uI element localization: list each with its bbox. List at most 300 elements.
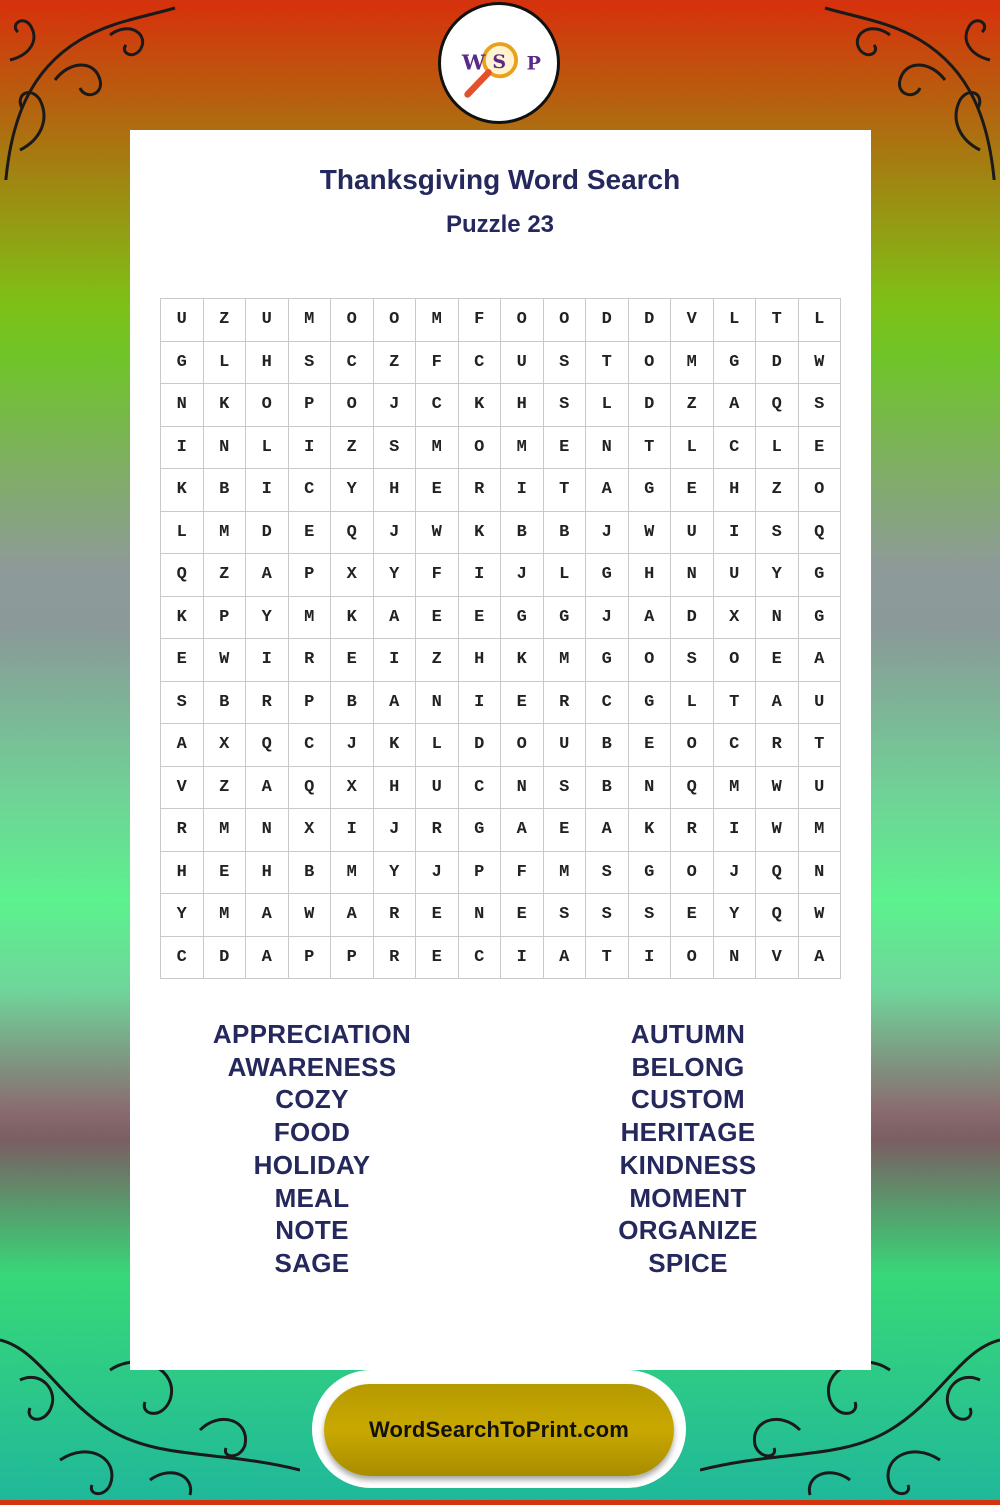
grid-cell[interactable]: U	[543, 724, 586, 767]
grid-cell[interactable]: A	[756, 681, 799, 724]
grid-cell[interactable]: Z	[373, 341, 416, 384]
grid-cell[interactable]: T	[586, 936, 629, 979]
grid-cell[interactable]: H	[628, 554, 671, 597]
grid-row	[161, 299, 841, 342]
grid-cell[interactable]: G	[586, 639, 629, 682]
grid-cell[interactable]: J	[331, 724, 374, 767]
grid-cell[interactable]: L	[798, 299, 841, 342]
grid-cell[interactable]: J	[586, 596, 629, 639]
grid-cell[interactable]: H	[501, 384, 544, 427]
grid-cell[interactable]: Q	[756, 851, 799, 894]
grid-cell[interactable]: Q	[331, 511, 374, 554]
grid-cell[interactable]: A	[373, 681, 416, 724]
grid-cell[interactable]: A	[246, 766, 289, 809]
grid-cell[interactable]: I	[501, 469, 544, 512]
grid-cell[interactable]: C	[713, 426, 756, 469]
grid-cell[interactable]: R	[246, 681, 289, 724]
grid-cell[interactable]: Z	[416, 639, 459, 682]
grid-cell[interactable]: E	[543, 809, 586, 852]
grid-cell[interactable]: N	[586, 426, 629, 469]
grid-cell[interactable]: S	[373, 426, 416, 469]
grid-cell[interactable]: P	[288, 554, 331, 597]
grid-cell[interactable]: M	[288, 596, 331, 639]
grid-cell[interactable]: I	[713, 511, 756, 554]
grid-cell[interactable]: A	[501, 809, 544, 852]
word-list-right	[538, 1018, 838, 1280]
grid-cell[interactable]: E	[543, 426, 586, 469]
grid-cell[interactable]: R	[543, 681, 586, 724]
grid-cell[interactable]: K	[203, 384, 246, 427]
grid-cell[interactable]: Z	[756, 469, 799, 512]
grid-cell[interactable]: E	[671, 894, 714, 937]
puzzle-number: Puzzle 23	[445, 211, 555, 238]
grid-cell[interactable]: U	[246, 299, 289, 342]
grid-cell[interactable]: P	[288, 936, 331, 979]
grid-cell[interactable]: Z	[331, 426, 374, 469]
grid-cell[interactable]: T	[798, 724, 841, 767]
grid-cell[interactable]: H	[373, 469, 416, 512]
grid-cell[interactable]: M	[203, 809, 246, 852]
grid-cell[interactable]: E	[331, 639, 374, 682]
grid-cell[interactable]: A	[246, 894, 289, 937]
grid-cell[interactable]: G	[586, 554, 629, 597]
word-list-item: HOLIDAY	[253, 1149, 371, 1180]
grid-cell[interactable]: L	[713, 299, 756, 342]
grid-cell[interactable]: O	[246, 384, 289, 427]
grid-cell[interactable]: E	[203, 851, 246, 894]
grid-cell[interactable]: T	[756, 299, 799, 342]
grid-cell[interactable]: U	[416, 766, 459, 809]
grid-cell[interactable]: S	[671, 639, 714, 682]
grid-cell[interactable]: L	[586, 384, 629, 427]
grid-cell[interactable]: N	[671, 554, 714, 597]
grid-cell[interactable]: K	[331, 596, 374, 639]
grid-cell[interactable]: B	[543, 511, 586, 554]
grid-cell[interactable]: D	[671, 596, 714, 639]
grid-row	[161, 851, 841, 894]
grid-cell[interactable]: M	[203, 894, 246, 937]
grid-cell[interactable]: O	[331, 299, 374, 342]
word-list-item: SAGE	[274, 1247, 350, 1278]
grid-cell[interactable]: Y	[246, 596, 289, 639]
page-title: Thanksgiving Word Search	[319, 164, 681, 195]
grid-cell[interactable]: T	[628, 426, 671, 469]
word-list-left	[162, 1018, 462, 1280]
grid-cell[interactable]: J	[416, 851, 459, 894]
logo-letter-w: W	[461, 49, 486, 75]
grid-cell[interactable]: E	[161, 639, 204, 682]
grid-cell[interactable]: X	[203, 724, 246, 767]
grid-cell[interactable]: K	[161, 469, 204, 512]
grid-cell[interactable]: M	[288, 299, 331, 342]
word-list-item: COZY	[275, 1084, 349, 1115]
grid-cell[interactable]: J	[373, 384, 416, 427]
grid-cell[interactable]: F	[416, 341, 459, 384]
logo-letter-p: P	[526, 52, 541, 75]
grid-cell[interactable]: K	[458, 384, 501, 427]
grid-cell[interactable]: Q	[798, 511, 841, 554]
grid-cell[interactable]: J	[713, 851, 756, 894]
grid-cell[interactable]: I	[373, 639, 416, 682]
grid-cell[interactable]: N	[501, 766, 544, 809]
grid-cell[interactable]: I	[458, 554, 501, 597]
grid-cell[interactable]: X	[288, 809, 331, 852]
grid-cell[interactable]: P	[288, 384, 331, 427]
grid-cell[interactable]: G	[501, 596, 544, 639]
grid-cell[interactable]: R	[373, 936, 416, 979]
grid-cell[interactable]: W	[203, 639, 246, 682]
grid-cell[interactable]: Q	[756, 384, 799, 427]
grid-cell[interactable]: G	[713, 341, 756, 384]
grid-cell[interactable]: R	[288, 639, 331, 682]
grid-cell[interactable]: M	[501, 426, 544, 469]
grid-cell[interactable]: A	[161, 724, 204, 767]
grid-cell[interactable]: Q	[246, 724, 289, 767]
word-list-item: MOMENT	[629, 1182, 747, 1213]
grid-cell[interactable]: D	[246, 511, 289, 554]
grid-cell[interactable]: E	[501, 681, 544, 724]
wsp-logo[interactable]	[438, 2, 560, 124]
grid-cell[interactable]: H	[713, 469, 756, 512]
grid-cell[interactable]: I	[501, 936, 544, 979]
word-list-item: ORGANIZE	[618, 1215, 758, 1246]
grid-cell[interactable]: Q	[288, 766, 331, 809]
grid-row	[161, 639, 841, 682]
grid-cell[interactable]: P	[203, 596, 246, 639]
grid-cell[interactable]: A	[586, 809, 629, 852]
grid-cell[interactable]: W	[798, 894, 841, 937]
grid-cell[interactable]: U	[671, 511, 714, 554]
grid-cell[interactable]: O	[543, 299, 586, 342]
grid-cell[interactable]: I	[246, 639, 289, 682]
grid-cell[interactable]: E	[416, 469, 459, 512]
grid-cell[interactable]: A	[798, 936, 841, 979]
grid-cell[interactable]: E	[458, 596, 501, 639]
grid-cell[interactable]: N	[458, 894, 501, 937]
grid-cell[interactable]: X	[713, 596, 756, 639]
grid-cell[interactable]: Z	[671, 384, 714, 427]
word-list-item: NOTE	[275, 1215, 349, 1246]
grid-cell[interactable]: Y	[161, 894, 204, 937]
grid-cell[interactable]: W	[756, 766, 799, 809]
grid-cell[interactable]: T	[543, 469, 586, 512]
grid-cell[interactable]: M	[543, 639, 586, 682]
grid-cell[interactable]: U	[161, 299, 204, 342]
grid-cell[interactable]: I	[331, 809, 374, 852]
word-list-item: MEAL	[274, 1182, 350, 1213]
grid-cell[interactable]: C	[331, 341, 374, 384]
grid-cell[interactable]: U	[501, 341, 544, 384]
grid-cell[interactable]: I	[161, 426, 204, 469]
grid-cell[interactable]: M	[331, 851, 374, 894]
grid-cell[interactable]: L	[416, 724, 459, 767]
grid-cell[interactable]: A	[798, 639, 841, 682]
grid-cell[interactable]: N	[161, 384, 204, 427]
grid-cell[interactable]: M	[416, 299, 459, 342]
grid-cell[interactable]: D	[628, 384, 671, 427]
grid-cell[interactable]: B	[586, 724, 629, 767]
grid-cell[interactable]: W	[416, 511, 459, 554]
grid-cell[interactable]: A	[586, 469, 629, 512]
grid-row	[161, 894, 841, 937]
word-list-item: SPICE	[648, 1247, 728, 1278]
grid-cell[interactable]: G	[628, 681, 671, 724]
grid-cell[interactable]: N	[628, 766, 671, 809]
grid-cell[interactable]: S	[543, 766, 586, 809]
grid-cell[interactable]: E	[288, 511, 331, 554]
grid-cell[interactable]: O	[713, 639, 756, 682]
grid-cell[interactable]: F	[501, 851, 544, 894]
grid-cell[interactable]: C	[586, 681, 629, 724]
grid-cell[interactable]: P	[331, 936, 374, 979]
grid-cell[interactable]: C	[713, 724, 756, 767]
grid-cell[interactable]: R	[373, 894, 416, 937]
grid-cell[interactable]: A	[628, 596, 671, 639]
grid-cell[interactable]: J	[586, 511, 629, 554]
grid-row	[161, 681, 841, 724]
grid-cell[interactable]: V	[756, 936, 799, 979]
grid-cell[interactable]: Q	[161, 554, 204, 597]
logo-letter-s: S	[492, 50, 507, 73]
grid-cell[interactable]: Y	[713, 894, 756, 937]
grid-cell[interactable]: U	[798, 766, 841, 809]
grid-cell[interactable]: H	[373, 766, 416, 809]
grid-cell[interactable]: N	[798, 851, 841, 894]
grid-cell[interactable]: S	[543, 341, 586, 384]
grid-cell[interactable]: V	[671, 299, 714, 342]
grid-cell[interactable]: G	[628, 469, 671, 512]
grid-cell[interactable]: I	[628, 936, 671, 979]
grid-cell[interactable]: Z	[203, 766, 246, 809]
grid-cell[interactable]: F	[416, 554, 459, 597]
grid-cell[interactable]: K	[373, 724, 416, 767]
word-list-item: APPRECIATION	[212, 1019, 412, 1049]
grid-cell[interactable]: J	[373, 809, 416, 852]
grid-cell[interactable]: H	[246, 851, 289, 894]
grid-cell[interactable]: L	[671, 681, 714, 724]
grid-cell[interactable]: B	[203, 469, 246, 512]
word-list-item: BELONG	[631, 1051, 745, 1082]
grid-cell[interactable]: B	[586, 766, 629, 809]
grid-cell[interactable]: L	[671, 426, 714, 469]
grid-cell[interactable]: L	[756, 426, 799, 469]
grid-cell[interactable]: G	[458, 809, 501, 852]
grid-cell[interactable]: S	[756, 511, 799, 554]
grid-cell[interactable]: C	[458, 766, 501, 809]
grid-cell[interactable]: Z	[203, 554, 246, 597]
grid-cell[interactable]: E	[416, 936, 459, 979]
grid-cell[interactable]: Y	[756, 554, 799, 597]
grid-cell[interactable]: D	[628, 299, 671, 342]
grid-row	[161, 469, 841, 512]
word-list-item: FOOD	[273, 1117, 351, 1148]
grid-cell[interactable]: I	[246, 469, 289, 512]
grid-cell[interactable]: S	[288, 341, 331, 384]
grid-cell[interactable]: O	[671, 936, 714, 979]
grid-cell[interactable]: K	[458, 511, 501, 554]
grid-cell[interactable]: O	[373, 299, 416, 342]
grid-cell[interactable]: M	[798, 809, 841, 852]
grid-row	[161, 936, 841, 979]
grid-cell[interactable]: H	[246, 341, 289, 384]
grid-cell[interactable]: C	[161, 936, 204, 979]
grid-cell[interactable]: D	[458, 724, 501, 767]
grid-cell[interactable]: B	[501, 511, 544, 554]
grid-cell[interactable]: E	[671, 469, 714, 512]
grid-cell[interactable]: E	[756, 639, 799, 682]
grid-cell[interactable]: Y	[331, 469, 374, 512]
word-list-item: HERITAGE	[620, 1117, 756, 1148]
grid-cell[interactable]: Y	[373, 851, 416, 894]
grid-cell[interactable]: L	[203, 341, 246, 384]
grid-cell[interactable]: E	[798, 426, 841, 469]
grid-cell[interactable]: R	[416, 809, 459, 852]
grid-cell[interactable]: L	[543, 554, 586, 597]
grid-cell[interactable]: O	[501, 724, 544, 767]
grid-cell[interactable]: S	[798, 384, 841, 427]
grid-cell[interactable]: I	[458, 681, 501, 724]
grid-cell[interactable]: E	[416, 894, 459, 937]
grid-cell[interactable]: B	[203, 681, 246, 724]
grid-cell[interactable]: R	[161, 809, 204, 852]
grid-cell[interactable]: S	[628, 894, 671, 937]
grid-cell[interactable]: N	[246, 809, 289, 852]
grid-cell[interactable]: A	[543, 936, 586, 979]
word-list-item: AWARENESS	[227, 1051, 397, 1082]
grid-cell[interactable]: U	[798, 681, 841, 724]
grid-row	[161, 341, 841, 384]
grid-cell[interactable]: O	[331, 384, 374, 427]
grid-cell[interactable]: O	[798, 469, 841, 512]
grid-cell[interactable]: C	[416, 384, 459, 427]
grid-cell[interactable]: Q	[671, 766, 714, 809]
grid-cell[interactable]: P	[288, 681, 331, 724]
grid-cell[interactable]: L	[246, 426, 289, 469]
grid-cell[interactable]: H	[161, 851, 204, 894]
grid-cell[interactable]: D	[586, 299, 629, 342]
footer-pill	[312, 1370, 686, 1488]
footer-link-button[interactable]	[324, 1384, 674, 1476]
grid-cell[interactable]: C	[458, 341, 501, 384]
grid-row	[161, 426, 841, 469]
grid-cell[interactable]: T	[586, 341, 629, 384]
grid-cell[interactable]: X	[331, 766, 374, 809]
grid-cell[interactable]: K	[161, 596, 204, 639]
grid-cell[interactable]: M	[543, 851, 586, 894]
grid-cell[interactable]: D	[203, 936, 246, 979]
grid-cell[interactable]: H	[458, 639, 501, 682]
letter-grid	[160, 298, 841, 979]
grid-cell[interactable]: C	[288, 469, 331, 512]
grid-cell[interactable]: V	[161, 766, 204, 809]
grid-cell[interactable]: S	[161, 681, 204, 724]
word-list-item: CUSTOM	[631, 1084, 745, 1115]
grid-cell[interactable]: M	[416, 426, 459, 469]
grid-cell[interactable]: I	[713, 809, 756, 852]
grid-row	[161, 554, 841, 597]
grid-cell[interactable]: A	[246, 936, 289, 979]
grid-cell[interactable]: E	[628, 724, 671, 767]
grid-cell[interactable]: D	[756, 341, 799, 384]
grid-cell[interactable]: W	[628, 511, 671, 554]
grid-cell[interactable]: Z	[203, 299, 246, 342]
grid-cell[interactable]: G	[628, 851, 671, 894]
grid-cell[interactable]: A	[373, 596, 416, 639]
grid-cell[interactable]: O	[628, 639, 671, 682]
grid-cell[interactable]: N	[416, 681, 459, 724]
grid-cell[interactable]: A	[713, 384, 756, 427]
grid-cell[interactable]: J	[373, 511, 416, 554]
grid-cell[interactable]: R	[458, 469, 501, 512]
grid-cell[interactable]: O	[628, 341, 671, 384]
grid-cell[interactable]: N	[713, 936, 756, 979]
grid-cell[interactable]: L	[161, 511, 204, 554]
footer-website-text: WordSearchToPrint.com	[368, 1417, 630, 1442]
grid-row	[161, 511, 841, 554]
grid-cell[interactable]: I	[288, 426, 331, 469]
grid-cell[interactable]: M	[671, 341, 714, 384]
grid-cell[interactable]: O	[671, 724, 714, 767]
grid-cell[interactable]: W	[798, 341, 841, 384]
word-list-item: AUTUMN	[630, 1019, 746, 1049]
grid-cell[interactable]: B	[288, 851, 331, 894]
grid-cell[interactable]: O	[501, 299, 544, 342]
grid-cell[interactable]: B	[331, 681, 374, 724]
grid-row	[161, 766, 841, 809]
grid-cell[interactable]: A	[331, 894, 374, 937]
grid-cell[interactable]: W	[756, 809, 799, 852]
grid-cell[interactable]: O	[458, 426, 501, 469]
grid-cell[interactable]: S	[586, 851, 629, 894]
grid-cell[interactable]: Y	[373, 554, 416, 597]
grid-row	[161, 809, 841, 852]
grid-cell[interactable]: T	[713, 681, 756, 724]
grid-cell[interactable]: Q	[756, 894, 799, 937]
grid-cell[interactable]: C	[458, 936, 501, 979]
grid-cell[interactable]: E	[501, 894, 544, 937]
grid-cell[interactable]: J	[501, 554, 544, 597]
grid-cell[interactable]: A	[246, 554, 289, 597]
grid-row	[161, 384, 841, 427]
grid-cell[interactable]: G	[798, 596, 841, 639]
grid-cell[interactable]: O	[671, 851, 714, 894]
grid-cell[interactable]: U	[713, 554, 756, 597]
grid-cell[interactable]: X	[331, 554, 374, 597]
grid-cell[interactable]: G	[161, 341, 204, 384]
grid-row	[161, 724, 841, 767]
grid-cell[interactable]: P	[458, 851, 501, 894]
grid-cell[interactable]: K	[501, 639, 544, 682]
grid-cell[interactable]: S	[586, 894, 629, 937]
grid-cell[interactable]: S	[543, 894, 586, 937]
word-list-item: KINDNESS	[619, 1149, 757, 1180]
grid-cell[interactable]: M	[713, 766, 756, 809]
grid-cell[interactable]: S	[543, 384, 586, 427]
grid-cell[interactable]: K	[628, 809, 671, 852]
grid-cell[interactable]: R	[671, 809, 714, 852]
grid-cell[interactable]: R	[756, 724, 799, 767]
grid-cell[interactable]: G	[543, 596, 586, 639]
grid-cell[interactable]: C	[288, 724, 331, 767]
grid-cell[interactable]: G	[798, 554, 841, 597]
grid-cell[interactable]: E	[416, 596, 459, 639]
grid-cell[interactable]: M	[203, 511, 246, 554]
grid-cell[interactable]: W	[288, 894, 331, 937]
grid-cell[interactable]: F	[458, 299, 501, 342]
grid-cell[interactable]: N	[756, 596, 799, 639]
grid-cell[interactable]: N	[203, 426, 246, 469]
grid-row	[161, 596, 841, 639]
